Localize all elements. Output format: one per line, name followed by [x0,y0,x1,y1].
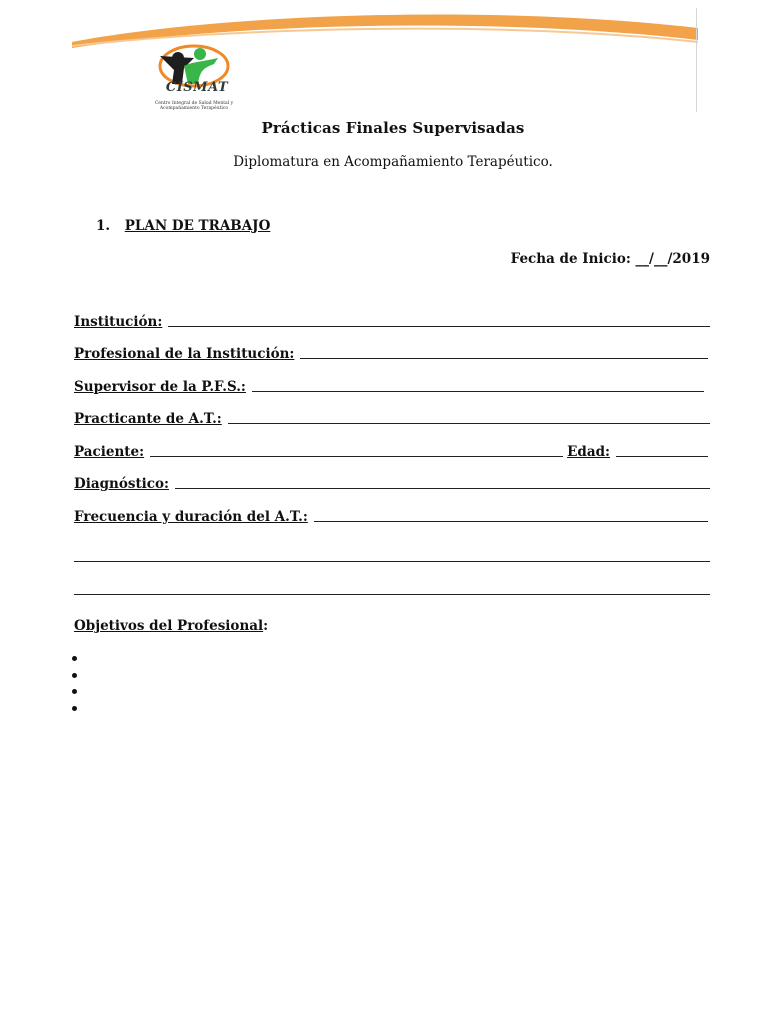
supervisor-field[interactable] [252,390,704,392]
page-title: Prácticas Finales Supervisadas [261,119,525,137]
institucion-label: Institución: [74,314,163,330]
logo-name: CISMAT [165,80,229,95]
paciente-row [74,442,708,460]
practicante-field[interactable] [228,422,710,424]
diagnostico-field[interactable] [175,487,710,489]
frecuencia-label: Frecuencia y duración del A.T.: [74,509,308,525]
header-divider [696,8,697,112]
profesional-field[interactable] [300,357,708,359]
edad-field[interactable] [616,455,708,457]
start-date-field: Fecha de Inicio: __/__/2019 [510,251,710,267]
institucion-row [74,312,710,330]
edad-label: Edad: [567,444,610,460]
objetivos-colon: : [263,618,269,634]
institucion-field[interactable] [168,325,710,327]
frecuencia-row [74,507,708,525]
practicante-label: Practicante de A.T.: [74,411,222,427]
paciente-label: Paciente: [74,444,145,460]
diagnostico-label: Diagnóstico: [74,476,170,492]
bullet-icon [72,673,77,678]
diagnostico-row [74,474,710,492]
objetivos-label: Objetivos del Profesional [74,618,264,634]
supervisor-label: Supervisor de la P.F.S.: [74,379,246,395]
section-heading [96,218,270,234]
page-subtitle: Diplomatura en Acompañamiento Terapéutico. [233,154,553,170]
supervisor-row [74,377,704,395]
frecuencia-extra-line-2[interactable] [74,594,710,595]
frecuencia-field[interactable] [314,520,708,522]
profesional-row [74,344,708,362]
practicante-row [74,409,710,427]
section-title: PLAN DE TRABAJO [124,218,271,234]
logo-subtitle: Centro Integral de Salud Mental y Acompañamiento Terapéutico [154,101,234,111]
bullet-icon [72,689,77,694]
frecuencia-extra-line-1[interactable] [74,561,710,562]
bullet-icon [72,706,77,711]
paciente-field[interactable] [150,455,563,457]
section-number: 1. [96,218,111,234]
objetivos-heading [74,618,268,634]
profesional-label: Profesional de la Institución: [74,346,295,362]
bullet-icon [72,656,77,661]
